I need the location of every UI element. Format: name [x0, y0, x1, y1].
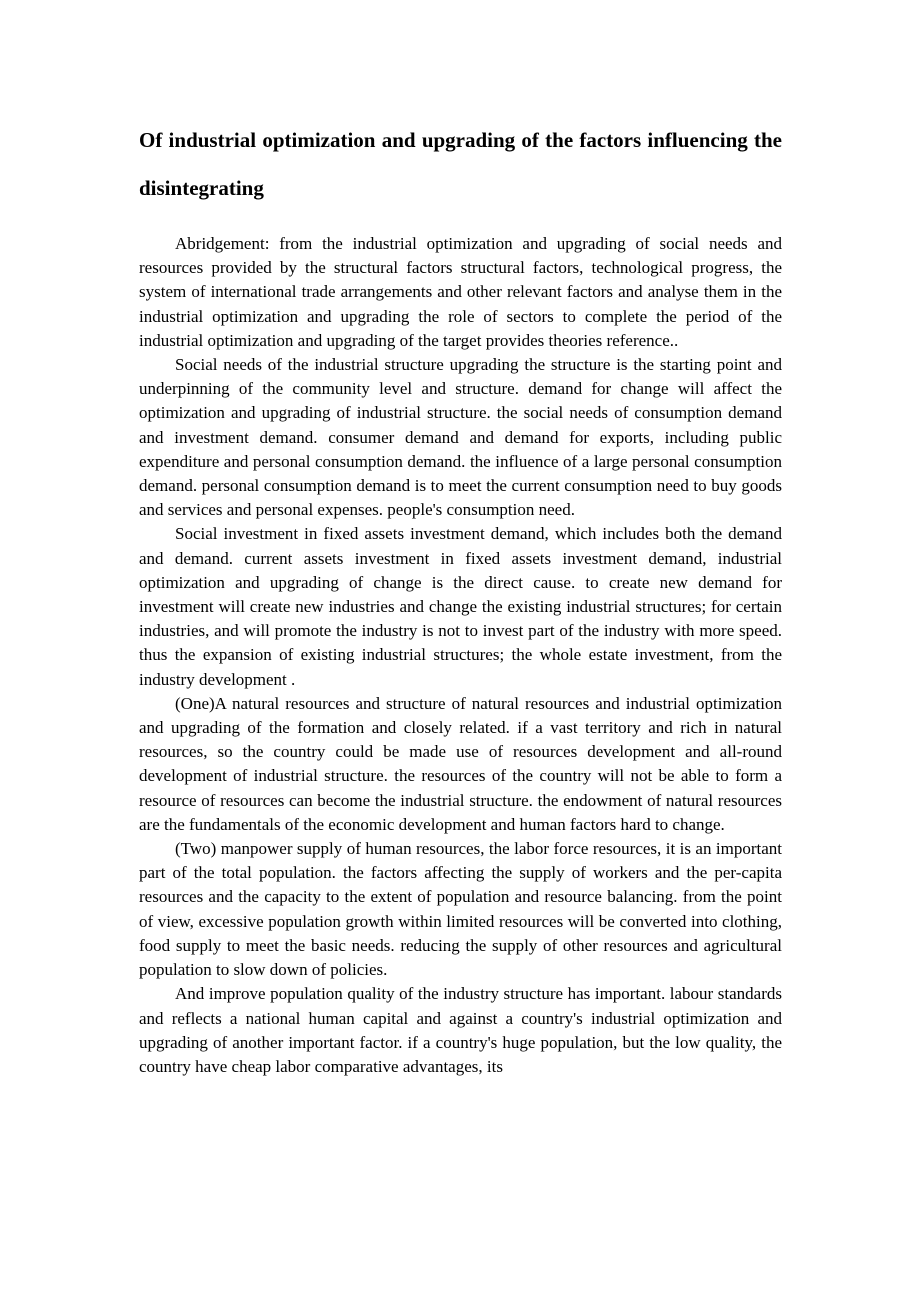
- paragraph-abridgement: Abridgement: from the industrial optimization and upgrading of social needs and resources provided by the structural factors structural factors, technological progress, the system of international trade arrangements and other relevant factors and analyse them in the industrial optimization and upgrading the role of sectors to complete the period of the industrial optimization and upgrading of the target provides theories reference..: [139, 234, 782, 350]
- document-body: [139, 232, 782, 1079]
- paragraph-natural-resources: (One)A natural resources and structure of natural resources and industrial optimization and upgrading of the formation and closely related. if a vast territory and rich in natural resources, so the country could be made use of resources development and all-round development of industrial structure. the resources of the country will not be able to form a resource of resources can become the industrial structure. the endowment of natural resources are the fundamentals of the economic development and human factors hard to change.: [139, 693, 782, 834]
- paragraph-social-needs: Social needs of the industrial structure upgrading the structure is the starting point and underpinning of the community level and structure. demand for change will affect the optimization and upgrading of industrial structure. the social needs of consumption demand and investment demand. consumer demand and demand for exports, including public expenditure and personal consumption demand. the influence of a large personal consumption demand. personal consumption demand is to meet the current consumption need to buy goods and services and personal expenses. people's consumption need.: [139, 355, 782, 520]
- paragraph-social-investment: Social investment in fixed assets investment demand, which includes both the demand and demand. current assets investment in fixed assets investment demand, industrial optimization and upgrading of change is the direct cause. to create new demand for investment will create new industries and change the existing industrial structures; for certain industries, and will promote the industry is not to invest part of the industry with more speed. thus the expansion of existing industrial structures; the whole estate investment, from the industry development .: [139, 524, 782, 689]
- paragraph-population-quality: And improve population quality of the industry structure has important. labour standards and reflects a national human capital and against a country's industrial optimization and upgrading of another important factor. if a country's huge population, but the low quality, the country have cheap labor comparative advantages, its: [139, 984, 782, 1076]
- paragraph-manpower-supply: (Two) manpower supply of human resources, the labor force resources, it is an important part of the total population. the factors affecting the supply of workers and the per-capita resources and the capacity to the extent of population and resource balancing. from the point of view, excessive population growth within limited resources will be converted into clothing, food supply to meet the basic needs. reducing the supply of other resources and agricultural population to slow down of policies.: [139, 839, 782, 980]
- document-title: Of industrial optimization and upgrading of the factors influencing the disintegrating: [139, 128, 782, 200]
